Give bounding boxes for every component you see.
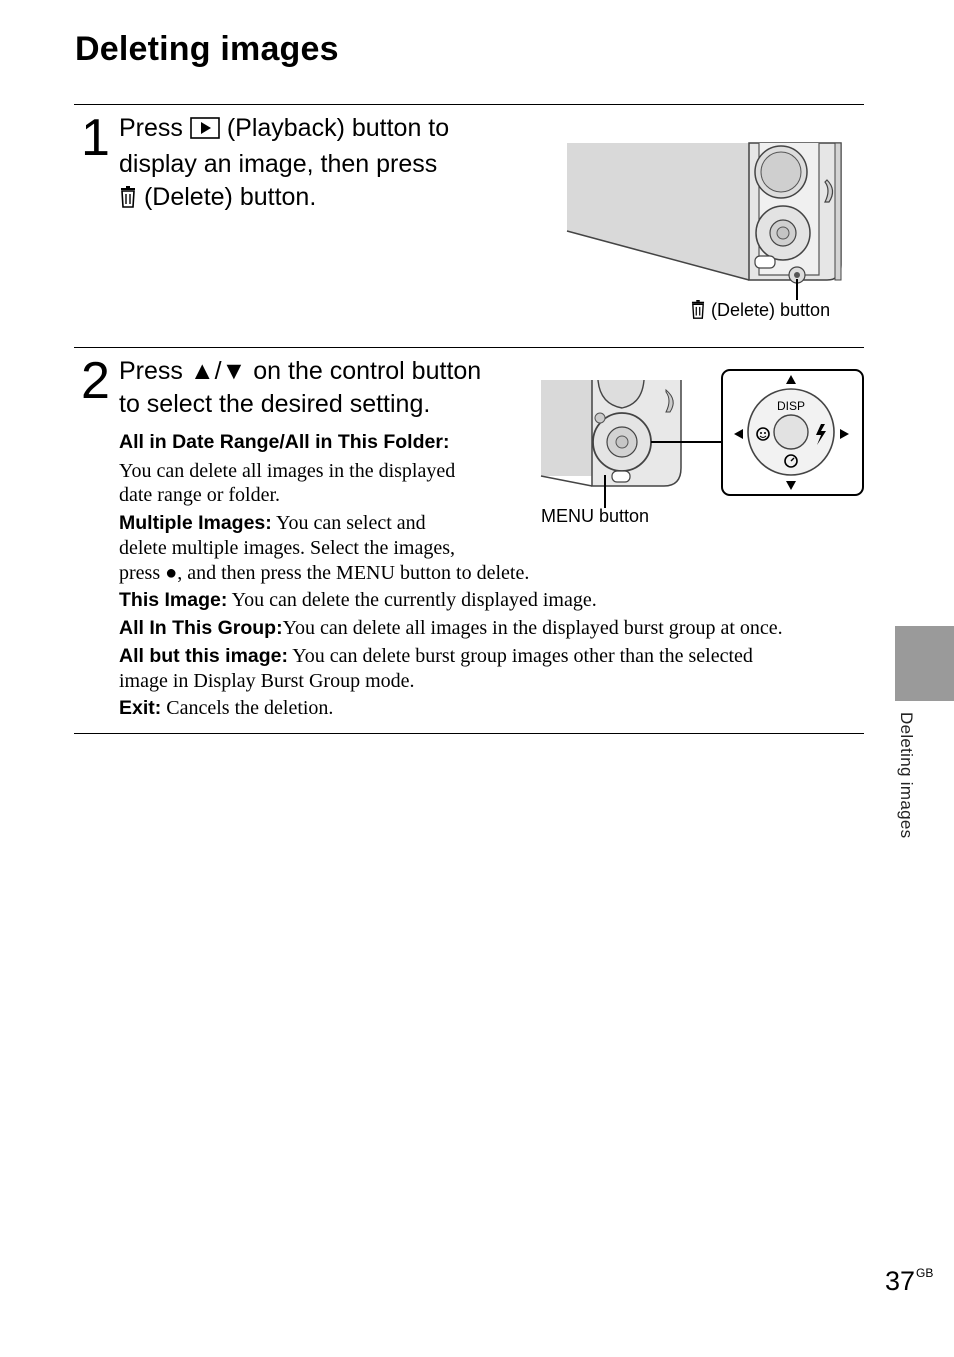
step-1-line-1: Press (Playback) button to: [119, 112, 539, 148]
up-down-arrows: ▲/▼: [189, 357, 247, 385]
step-1-line-2: display an image, then press: [119, 150, 438, 178]
section-divider: [74, 347, 864, 348]
option-label: All In This Group:: [119, 617, 283, 639]
option-exit: Exit: Cancels the deletion.: [119, 697, 334, 719]
option-label: Exit:: [119, 697, 162, 719]
step-1-number: 1: [81, 109, 110, 167]
section-divider: [74, 104, 864, 105]
option-multiple-desc-3: press ●, and then press the MENU button to delete.: [119, 562, 530, 584]
option-date-range: [119, 430, 449, 455]
option-label: This Image:: [119, 589, 228, 611]
chapter-tab: [895, 626, 954, 701]
option-date-range-desc-1: You can delete all images in the displayed: [119, 460, 456, 482]
trash-icon: [119, 184, 137, 217]
option-this-image: This Image: You can delete the currently displayed image.: [119, 589, 597, 611]
option-date-range-desc-2: date range or folder.: [119, 484, 281, 506]
step-2-number: 2: [81, 352, 110, 410]
option-multiple-desc-2: delete multiple images. Select the images,: [119, 537, 456, 559]
step-2-line-1: Press ▲/▼ on the control button: [119, 357, 482, 385]
chapter-tab-label: Deleting images: [897, 712, 916, 839]
page-title: Deleting images: [75, 30, 339, 68]
option-label: All but this image:: [119, 645, 289, 667]
step-2-line-2: to select the desired setting.: [119, 390, 431, 418]
playback-icon: [190, 115, 220, 148]
option-label: Multiple Images:: [119, 512, 272, 534]
trash-icon: [690, 300, 706, 324]
step-1-line-3: (Delete) button.: [119, 181, 539, 217]
menu-button-caption: MENU button: [541, 506, 650, 526]
camera-back-figure: [565, 140, 850, 300]
option-label: All in Date Range/All in This Folder:: [119, 431, 450, 453]
control-button-figure: [538, 368, 868, 508]
option-all-in-group: All In This Group:You can delete all images in the displayed burst group at once.: [119, 617, 783, 639]
option-multiple: Multiple Images: You can select and: [119, 512, 426, 534]
disp-label: DISP: [776, 399, 806, 413]
delete-button-caption: (Delete) button: [690, 300, 830, 324]
step-2-instruction: [119, 355, 539, 421]
step-1-instruction: [119, 112, 539, 217]
option-all-but-this: All but this image: You can delete burst group images other than the selected: [119, 645, 753, 667]
option-all-but-this-desc-2: image in Display Burst Group mode.: [119, 670, 415, 692]
filled-circle-icon: ●: [165, 562, 178, 584]
page-number: $37^{GB}$: [885, 1266, 934, 1296]
section-divider: [74, 733, 864, 734]
